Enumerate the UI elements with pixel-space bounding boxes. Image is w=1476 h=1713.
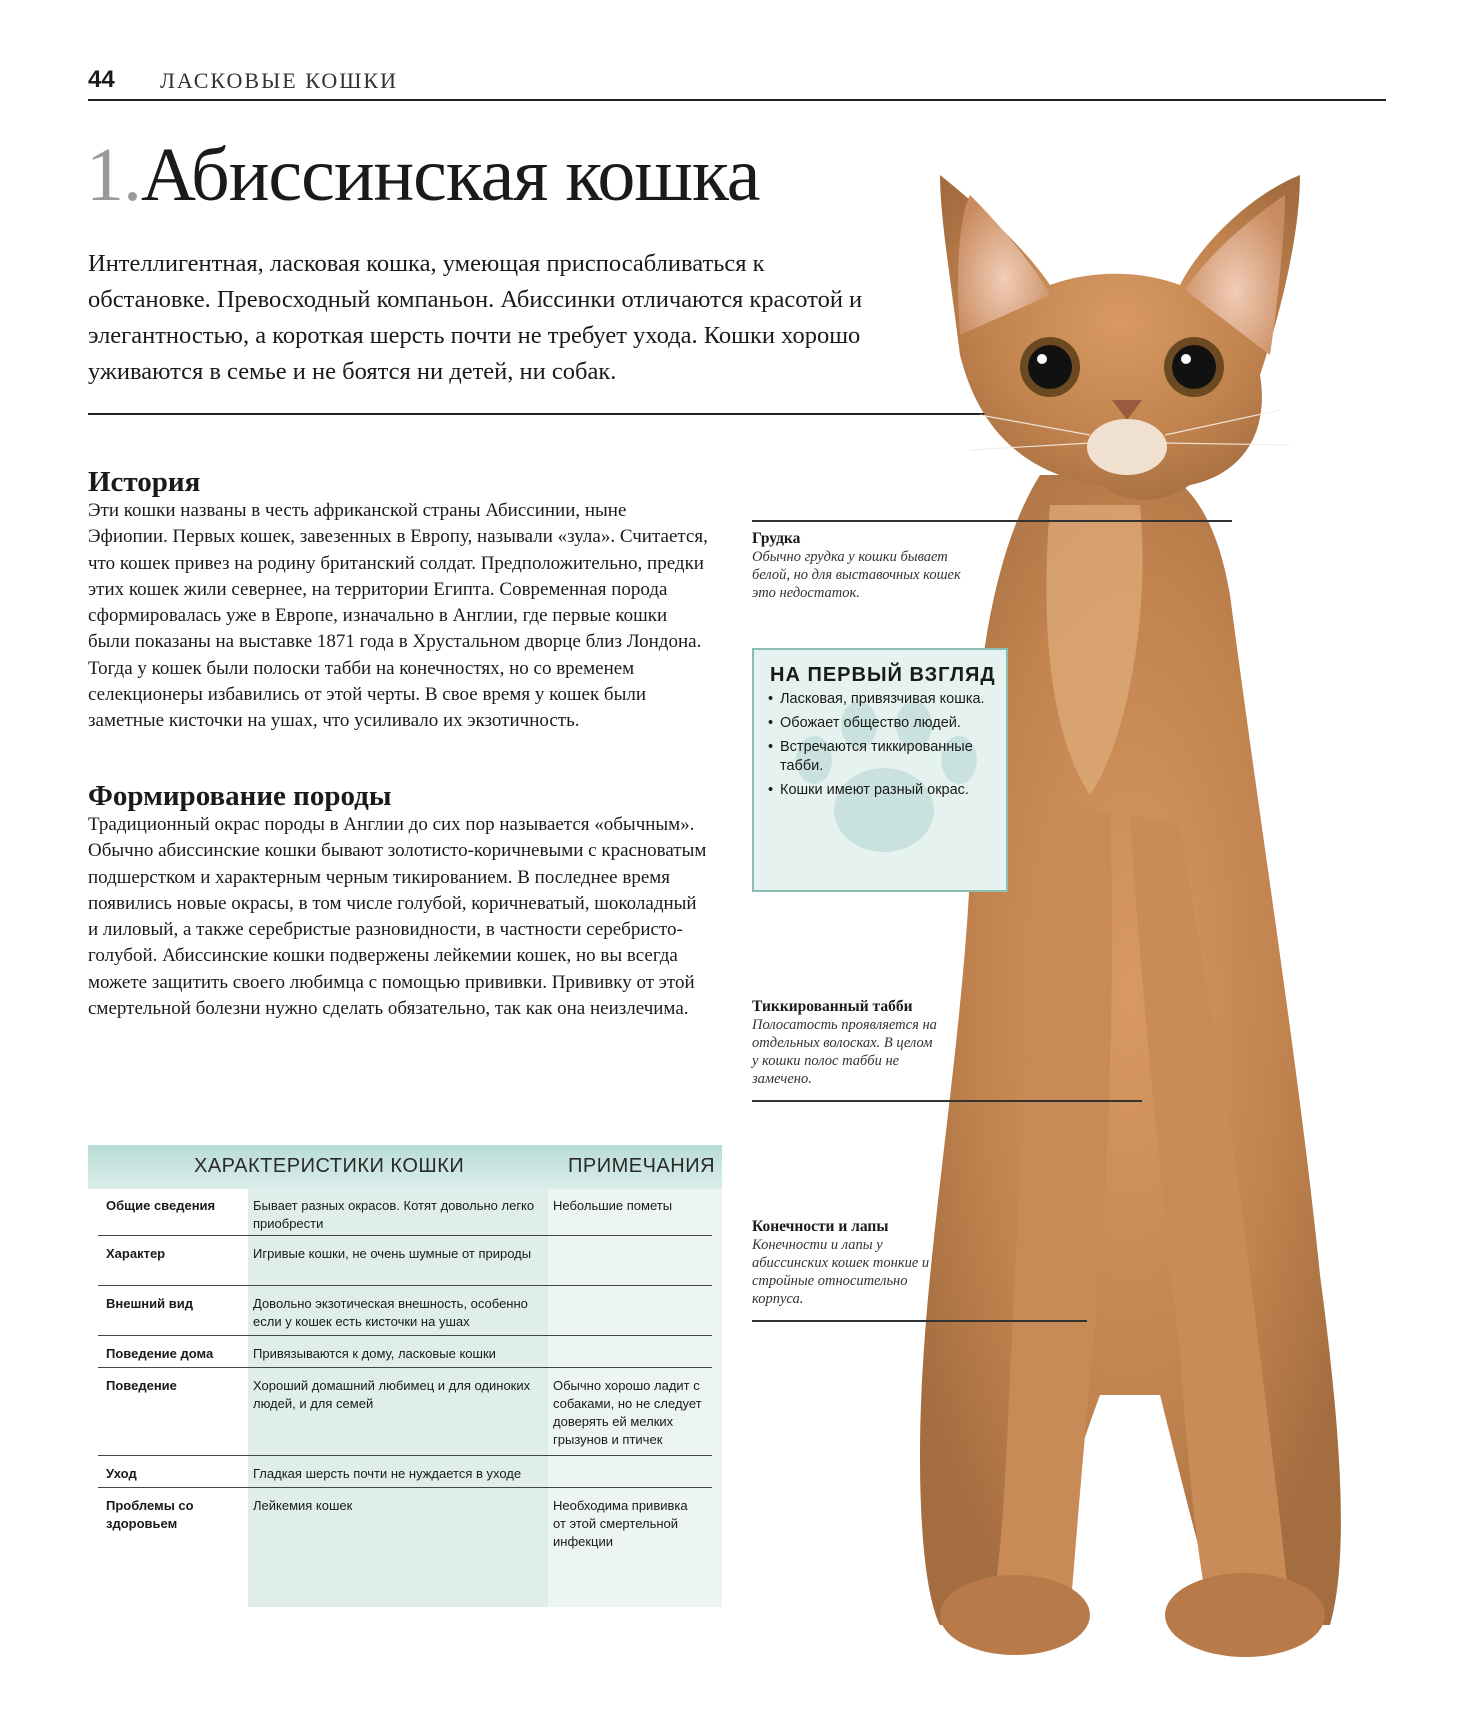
row-label: Характер — [106, 1246, 166, 1261]
callout-title: Тиккированный табби — [752, 998, 913, 1015]
header-divider — [88, 99, 1386, 101]
table-row — [98, 1489, 712, 1559]
glance-item-text: Ласковая, привязчивая кошка. — [780, 691, 985, 707]
list-item — [768, 714, 998, 733]
bullet-icon: • — [768, 715, 774, 731]
history-text: Эти кошки названы в честь африканской страны Абиссинии, ныне Эфиопии. Первых кошек, завезенных в Европу, называли «зула». Считается, что кошек привез на родину британский солдат. Предположительно, предки этих кошек жили севернее, на территории Египта. Современная порода сформировалась уже в Европе, изначально в Англии, где первые кошки были показаны на выставке 1871 года в Хрустальном дворце близ Лондона. Тогда у кошек были полоски табби на конечностях, но со временем селекционеры избавились от этой черты. В свое время у кошек были заметные кисточки на ушах, что усиливало их экзотичность. — [88, 500, 708, 732]
table-header-characteristics: ХАРАКТЕРИСТИКИ КОШКИ — [194, 1155, 465, 1177]
glance-item-text: Кошки имеют разный окрас. — [780, 782, 969, 798]
bullet-icon: • — [768, 782, 774, 798]
bullet-icon: • — [768, 739, 774, 755]
breed-text: Традиционный окрас породы в Англии до сих пор называется «обычным». Обычно абиссинские кошки бывают золотисто-коричневыми с красноватым подшерстком и характерным черным тикированием. В последнее время появились новые окрасы, в том числе голубой, коричневатый, шоколадный и лиловый, а также серебристые разновидности, в частности серебристо-голубой. Абиссинские кошки подвержены лейкемии кошек, но вы всегда можете защитить своего любимца с помощью прививки. Прививку от этой смертельной болезни нужно сделать обязательно, так как она неизлечима. — [88, 814, 707, 1020]
row-note: Обычно хорошо ладит с собаками, но не следует доверять ей мелких грызунов и птичек — [553, 1378, 702, 1447]
history-section — [88, 498, 708, 735]
title-text: Абиссинская кошка — [141, 133, 760, 217]
abyssinian-cat-photo — [900, 175, 1400, 1695]
row-label: Поведение дома — [106, 1346, 214, 1361]
at-a-glance-box — [752, 648, 1008, 892]
callout-text: Обычно грудка у кошки бывает белой, но для выставочных кошек это недостаток. — [752, 549, 961, 601]
chest-callout-line — [752, 520, 1232, 522]
row-value: Лейкемия кошек — [253, 1498, 353, 1513]
callout-title: Конечности и лапы — [752, 1218, 889, 1235]
row-label: Проблемы со здоровьем — [106, 1498, 194, 1531]
callout-text: Конечности и лапы у абиссинских кошек тонкие и стройные относительно корпуса. — [752, 1237, 930, 1307]
legs-callout — [752, 1218, 932, 1308]
table-row — [98, 1237, 712, 1286]
row-label: Поведение — [106, 1378, 177, 1393]
table-row — [98, 1457, 712, 1488]
table-row — [98, 1287, 712, 1336]
row-value: Бывает разных окрасов. Котят довольно легко приобрести — [253, 1198, 535, 1231]
table-row — [98, 1337, 712, 1368]
row-note: Необходима прививка от этой смертельной инфекции — [553, 1498, 688, 1549]
intro-text: Интеллигентная, ласковая кошка, умеющая приспосабливаться к обстановке. Превосходный компаньон. Абиссинки отличаются красотой и элегантностью, а короткая шерсть почти не требует ухода. Кошки хорошо уживаются в семье и не боятся ни детей, ни собак. — [88, 250, 863, 385]
row-value: Гладкая шерсть почти не нуждается в уходе — [253, 1466, 522, 1481]
legs-callout-line — [752, 1320, 1087, 1322]
page-number: 44 — [88, 66, 115, 93]
tabby-callout — [752, 998, 942, 1088]
row-value: Хороший домашний любимец и для одиноких людей, и для семей — [253, 1378, 531, 1411]
history-heading: История — [88, 466, 201, 498]
bullet-icon: • — [768, 691, 774, 707]
chest-callout — [752, 530, 972, 602]
list-item — [768, 690, 998, 709]
row-value: Игривые кошки, не очень шумные от природы — [253, 1246, 532, 1261]
table-row — [98, 1189, 712, 1236]
table-row — [98, 1369, 712, 1456]
characteristics-table — [88, 1145, 722, 1607]
page-title — [86, 130, 759, 220]
breed-heading: Формирование породы — [88, 780, 392, 812]
intro-paragraph — [88, 246, 888, 390]
glance-heading: НА ПЕРВЫЙ ВЗГЛЯД — [770, 664, 996, 686]
row-note: Небольшие пометы — [553, 1198, 673, 1213]
glance-item-text: Встречаются тиккированные табби. — [780, 739, 973, 774]
callout-text: Полосатость проявляется на отдельных волосках. В целом у кошки полос табби не замечено. — [752, 1017, 937, 1087]
table-header — [88, 1145, 722, 1189]
row-value: Довольно экзотическая внешность, особенно если у кошек есть кисточки на ушах — [253, 1296, 528, 1329]
row-label: Внешний вид — [106, 1296, 193, 1311]
table-header-notes: ПРИМЕЧАНИЯ — [568, 1155, 716, 1177]
list-item — [768, 781, 998, 800]
breed-section — [88, 812, 708, 1022]
tabby-callout-line — [752, 1100, 1142, 1102]
list-item — [768, 738, 998, 776]
glance-list — [768, 690, 998, 805]
row-value: Привязываются к дому, ласковые кошки — [253, 1346, 496, 1361]
running-header: ЛАСКОВЫЕ КОШКИ — [160, 68, 398, 93]
row-label: Уход — [106, 1466, 137, 1481]
glance-item-text: Обожает общество людей. — [780, 715, 961, 731]
title-number: 1. — [86, 133, 141, 217]
row-label: Общие сведения — [106, 1198, 216, 1213]
callout-title: Грудка — [752, 530, 801, 547]
